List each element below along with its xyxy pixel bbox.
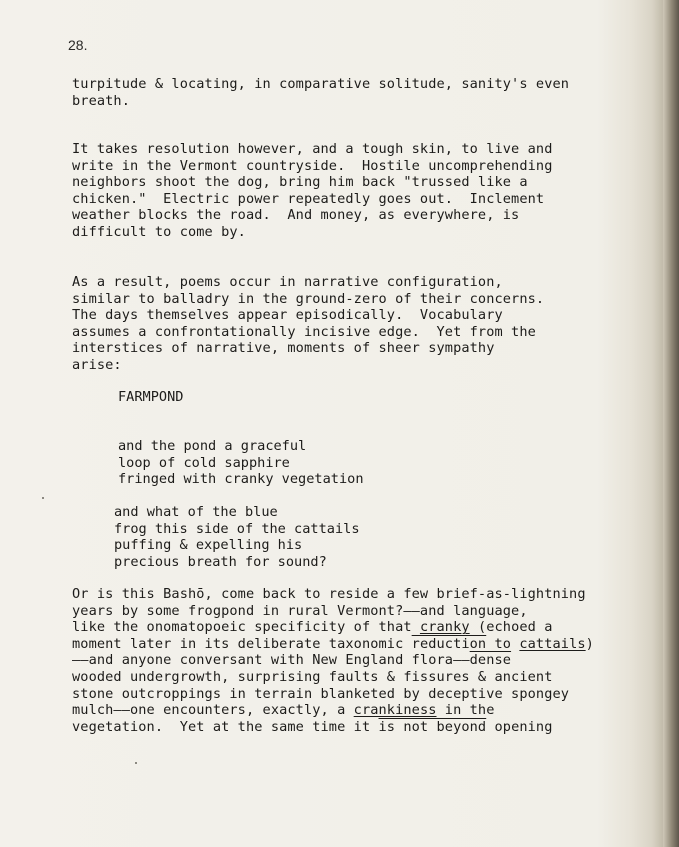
- text-run: mulch——one encounters, exactly, a: [72, 702, 354, 719]
- poem-line: loop of cold sapphire: [118, 454, 290, 471]
- book-gutter-shadow: [663, 0, 679, 847]
- poem-line: frog this side of the cattails: [114, 520, 360, 537]
- underlined-word: cranky: [419, 619, 470, 636]
- text-run: ): [585, 635, 594, 652]
- text-line: The days themselves appear episodically. Vocabulary: [72, 307, 503, 324]
- text-run: moment later in its deliberate taxonomic: [72, 635, 412, 652]
- text-line: breath.: [72, 92, 130, 109]
- text-line: wooded undergrowth, surprising faults & fissures & ancient: [72, 668, 553, 685]
- paragraph-4: [72, 586, 632, 735]
- text-line: assumes a confrontationally incisive edge. Yet from the: [72, 323, 536, 340]
- text-line: [72, 619, 632, 636]
- text-line: weather blocks the road. And money, as everywhere, is: [72, 207, 520, 224]
- poem-line: puffing & expelling his: [114, 537, 303, 554]
- underlined-word: cattails: [519, 635, 586, 652]
- paragraph-2: [72, 141, 632, 241]
- page-number: 28.: [68, 37, 88, 53]
- overlined-word: reduction: [411, 635, 487, 652]
- text-run: vegetation. Yet at the same time it: [72, 718, 379, 735]
- text-line: [72, 636, 632, 653]
- poem-line: and what of the blue: [114, 504, 278, 520]
- text-run: ——and anyone conversant with New England flora——: [72, 652, 470, 669]
- text-line: It takes resolution however, and a tough skin, to live and: [72, 141, 553, 157]
- paragraph-1: [72, 76, 632, 109]
- poem-line: and the pond a graceful: [118, 438, 307, 454]
- text-line: interstices of narrative, moments of sheer sympathy: [72, 340, 495, 357]
- poem-title-text: FARMPOND: [118, 389, 184, 405]
- paragraph-3: [72, 274, 632, 374]
- text-run: (echoed a: [469, 619, 553, 636]
- overlined-word: dense: [469, 652, 512, 669]
- text-line: [72, 719, 632, 736]
- text-line: similar to balladry in the ground-zero of their concerns.: [72, 290, 545, 307]
- text-line: difficult to come by.: [72, 223, 246, 240]
- text-line: stone outcroppings in terrain blanketed by deceptive spongey: [72, 685, 570, 702]
- text-line: arise:: [72, 356, 122, 373]
- text-line: [72, 652, 632, 669]
- underlined-word: crankiness: [353, 702, 437, 719]
- text-line: chicken." Electric power repeatedly goes out. Inclement: [72, 190, 545, 207]
- text-line: turpitude & locating, in comparative solitude, sanity's even: [72, 76, 570, 92]
- text-line: years by some frogpond in rural Vermont?——and language,: [72, 602, 528, 619]
- text-line: As a result, poems occur in narrative configuration,: [72, 274, 503, 290]
- paper-speck: [135, 762, 137, 764]
- text-run: opening: [486, 718, 553, 735]
- text-run: in the: [436, 702, 495, 719]
- text-line: neighbors shoot the dog, bring him back "trussed like a: [72, 174, 528, 191]
- poem-stanza-1: [118, 438, 364, 488]
- overlined-phrase: is not beyond: [378, 718, 487, 735]
- text-run: like the onomatopoeic specificity of that: [72, 619, 420, 636]
- poem-line: fringed with cranky vegetation: [118, 471, 364, 488]
- text-run: to: [486, 635, 520, 652]
- text-line: [72, 702, 632, 719]
- poem-stanza-2: [114, 504, 360, 570]
- text-line: Or is this Bashō, come back to reside a few brief-as-lightning: [72, 586, 586, 602]
- poem-line: precious breath for sound?: [114, 553, 327, 570]
- paper-speck: [42, 497, 44, 499]
- text-line: write in the Vermont countryside. Hostile uncomprehending: [72, 157, 553, 174]
- poem-title: [118, 389, 183, 406]
